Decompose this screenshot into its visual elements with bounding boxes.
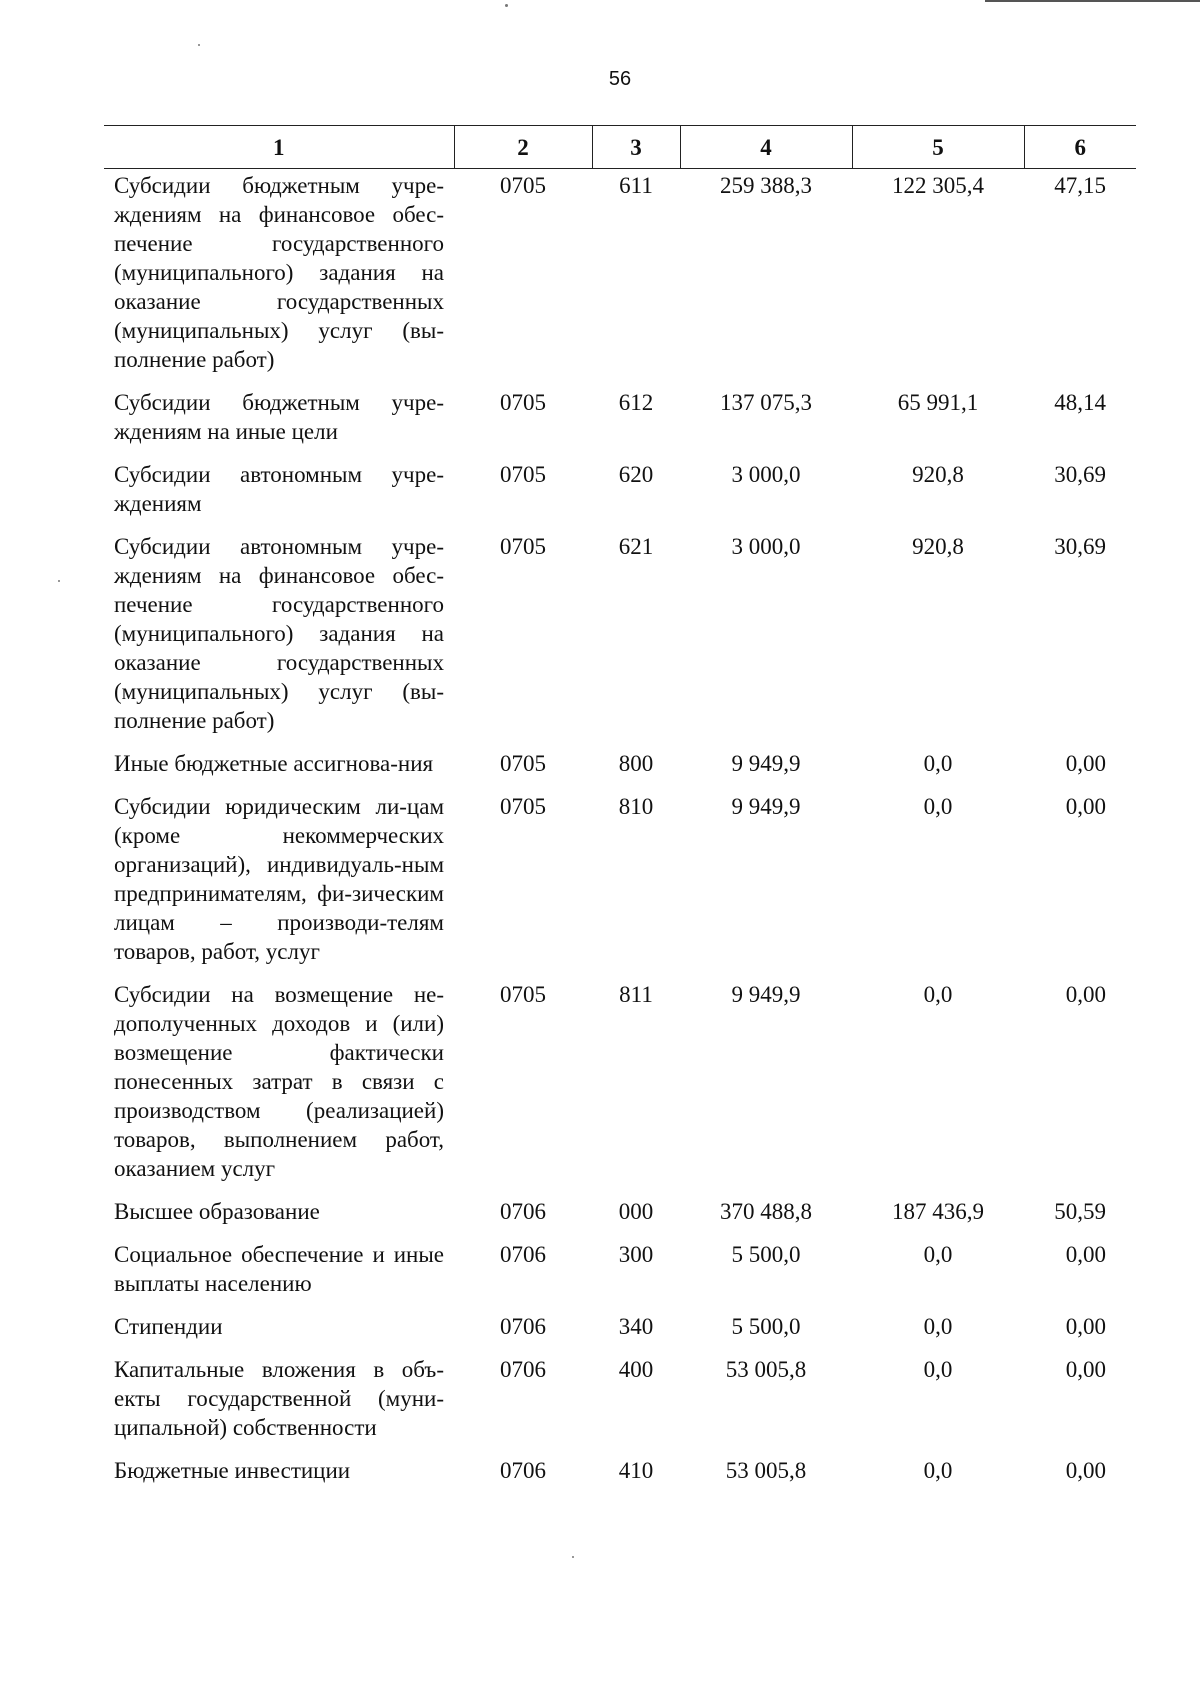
expense-type-code: 800 (618, 751, 654, 776)
table-row (104, 458, 1136, 530)
section-code: 0706 (500, 1314, 546, 1339)
plan-amount: 259 388,3 (720, 173, 812, 198)
column-header: 3 (592, 126, 680, 169)
section-code: 0706 (500, 1458, 546, 1483)
scan-speck (572, 1556, 574, 1558)
actual-amount: 0,0 (923, 982, 953, 1007)
execution-percent: 47,15 (1054, 173, 1106, 198)
page-number: 56 (608, 68, 632, 90)
actual-amount: 0,0 (923, 1357, 953, 1382)
expense-name: Высшее образование (114, 1199, 320, 1224)
plan-amount: 53 005,8 (725, 1458, 807, 1483)
column-header: 1 (104, 126, 454, 169)
plan-amount: 3 000,0 (731, 534, 801, 559)
table-row (104, 1353, 1136, 1454)
expense-name: Субсидии на возмещение не-дополученных доходов и (или) возмещение фактически понесенных затрат в связи с производством (реализацией) товаров, выполнением работ, оказанием услуг (114, 982, 444, 1181)
execution-percent: 0,00 (1065, 794, 1106, 819)
table-row (104, 169, 1136, 387)
actual-amount: 65 991,1 (897, 390, 979, 415)
table-row (104, 386, 1136, 458)
actual-amount: 920,8 (912, 534, 964, 559)
expense-type-code: 000 (618, 1199, 654, 1224)
execution-percent: 0,00 (1065, 751, 1106, 776)
section-code: 0706 (500, 1357, 546, 1382)
table-row (104, 1238, 1136, 1310)
expense-name: Субсидии автономным учре-ждениям на финансовое обес-печение государственного (муниципального) задания на оказание государственных (муниципальных) услуг (вы-полнение работ) (114, 534, 444, 733)
execution-percent: 50,59 (1054, 1199, 1106, 1224)
section-code: 0705 (500, 173, 546, 198)
actual-amount: 0,0 (923, 1458, 953, 1483)
column-header: 2 (454, 126, 592, 169)
expense-name: Субсидии бюджетным учре-ждениям на финансовое обес-печение государственного (муниципального) задания на оказание государственных (муниципальных) услуг (вы-полнение работ) (114, 173, 444, 372)
plan-amount: 9 949,9 (731, 982, 801, 1007)
expense-name: Социальное обеспечение и иные выплаты населению (114, 1242, 444, 1296)
expense-name: Субсидии бюджетным учре-ждениям на иные цели (114, 390, 444, 444)
expense-type-code: 340 (618, 1314, 654, 1339)
actual-amount: 0,0 (923, 1314, 953, 1339)
table-row (104, 1454, 1136, 1497)
table-row (104, 530, 1136, 747)
table-row (104, 978, 1136, 1195)
table-row (104, 1310, 1136, 1353)
section-code: 0705 (500, 751, 546, 776)
execution-percent: 30,69 (1054, 534, 1106, 559)
section-code: 0705 (500, 534, 546, 559)
execution-percent: 48,14 (1054, 390, 1106, 415)
section-code: 0705 (500, 390, 546, 415)
section-code: 0705 (500, 462, 546, 487)
scan-speck (505, 4, 508, 7)
actual-amount: 0,0 (923, 1242, 953, 1267)
expense-type-code: 810 (618, 794, 654, 819)
scan-edge-line (985, 0, 1200, 2)
plan-amount: 5 500,0 (731, 1242, 801, 1267)
expense-name: Субсидии автономным учре-ждениям (114, 462, 444, 516)
expense-name: Капитальные вложения в объ-екты государственной (муни-ципальной) собственности (114, 1357, 444, 1440)
execution-percent: 0,00 (1065, 1458, 1106, 1483)
scan-speck (198, 44, 200, 46)
budget-table (104, 125, 1136, 1497)
plan-amount: 5 500,0 (731, 1314, 801, 1339)
column-header: 6 (1024, 126, 1136, 169)
section-code: 0705 (500, 794, 546, 819)
section-code: 0706 (500, 1242, 546, 1267)
expense-name: Стипендии (114, 1314, 223, 1339)
actual-amount: 187 436,9 (892, 1199, 984, 1224)
actual-amount: 122 305,4 (892, 173, 984, 198)
column-header: 5 (852, 126, 1024, 169)
scan-speck (58, 580, 60, 582)
plan-amount: 137 075,3 (720, 390, 812, 415)
expense-name: Субсидии юридическим ли-цам (кроме некоммерческих организаций), индивидуаль-ным предпринимателям, фи-зическим лицам – производи-телям товаров, работ, услуг (114, 794, 444, 964)
header-row (104, 126, 1136, 169)
section-code: 0706 (500, 1199, 546, 1224)
expense-name: Иные бюджетные ассигнова-ния (114, 751, 434, 776)
execution-percent: 0,00 (1065, 1314, 1106, 1339)
plan-amount: 3 000,0 (731, 462, 801, 487)
table-row (104, 790, 1136, 978)
plan-amount: 9 949,9 (731, 794, 801, 819)
expense-type-code: 410 (618, 1458, 654, 1483)
plan-amount: 53 005,8 (725, 1357, 807, 1382)
expense-type-code: 621 (618, 534, 654, 559)
execution-percent: 0,00 (1065, 1242, 1106, 1267)
expense-type-code: 400 (618, 1357, 654, 1382)
expense-type-code: 300 (618, 1242, 654, 1267)
section-code: 0705 (500, 982, 546, 1007)
actual-amount: 0,0 (923, 751, 953, 776)
table-row (104, 1195, 1136, 1238)
execution-percent: 30,69 (1054, 462, 1106, 487)
execution-percent: 0,00 (1065, 982, 1106, 1007)
expense-type-code: 620 (618, 462, 654, 487)
column-header: 4 (680, 126, 852, 169)
plan-amount: 9 949,9 (731, 751, 801, 776)
execution-percent: 0,00 (1065, 1357, 1106, 1382)
actual-amount: 0,0 (923, 794, 953, 819)
table-row (104, 747, 1136, 790)
expense-type-code: 811 (619, 982, 653, 1007)
expense-type-code: 612 (618, 390, 654, 415)
plan-amount: 370 488,8 (720, 1199, 812, 1224)
actual-amount: 920,8 (912, 462, 964, 487)
expense-name: Бюджетные инвестиции (114, 1458, 351, 1483)
expense-type-code: 611 (619, 173, 653, 198)
